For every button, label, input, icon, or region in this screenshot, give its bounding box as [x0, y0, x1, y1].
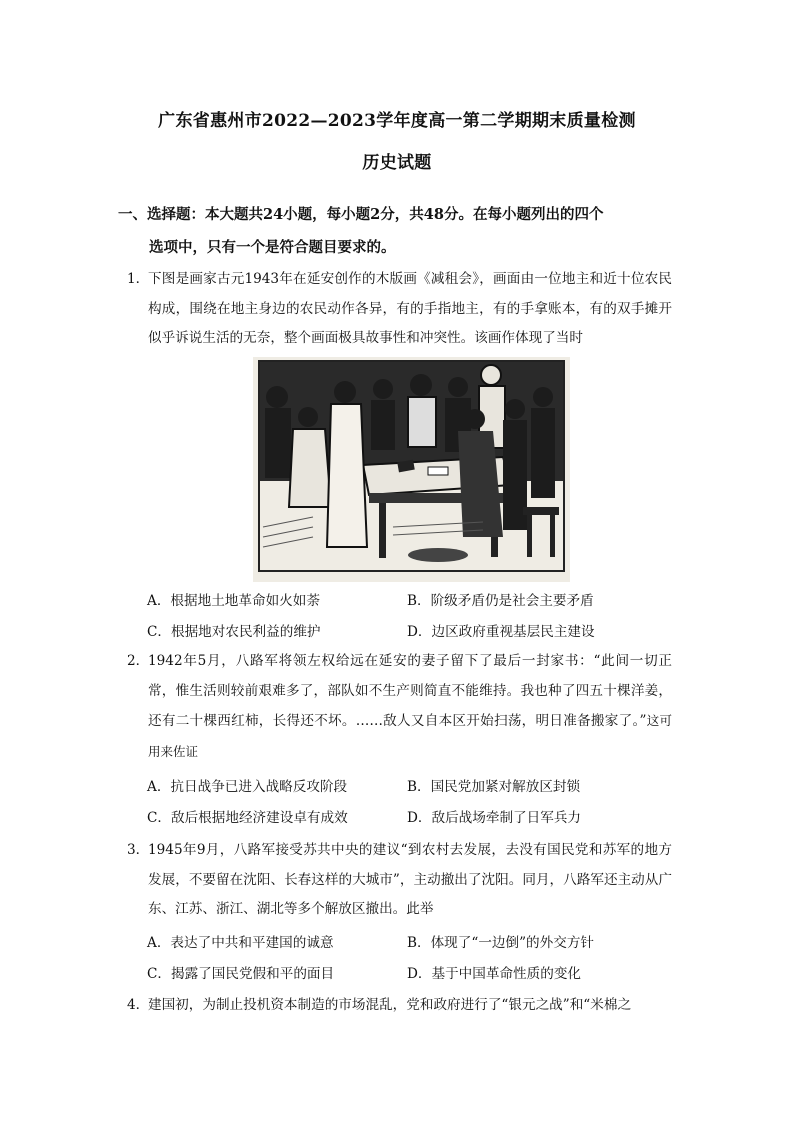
question-3-options — [147, 928, 677, 990]
option-c[interactable]: C．揭露了国民党假和平的面目 — [147, 966, 335, 982]
option-a[interactable]: A．表达了中共和平建国的诚意 — [147, 935, 334, 951]
question-number: 3． — [127, 842, 150, 858]
option-c[interactable]: C．根据地对农民利益的维护 — [147, 624, 321, 640]
option-c[interactable]: C．敌后根据地经济建设卓有成效 — [147, 810, 348, 826]
exam-title: 广东省惠州市2022—2023学年度高一第二学期期末质量检测 — [158, 111, 636, 131]
question-number: 4． — [127, 997, 150, 1013]
woodcut-illustration — [253, 357, 570, 582]
question-number: 2． — [127, 653, 150, 669]
question-stem-text: 1942年5月，八路军将领左权给远在延安的妻子留下了最后一封家书：“此间一切正常，惟生活则较前艰难多了，部队如不生产则简直不能维持。我也种了四五十棵洋姜，还有二十棵西红柿，长得还不坏。……敌人又自本区开始扫荡，明日准备搬家了。” — [148, 653, 672, 730]
exam-subject: 历史试题 — [362, 153, 432, 173]
question-stem: 1945年9月，八路军接受苏共中央的建议“到农村去发展，去没有国民党和苏军的地方发展，不要留在沈阳、长春这样的大城市”，主动撤出了沈阳。同月，八路军还主动从广东、江苏、浙江、湖北等多个解放区撤出。此举 — [148, 842, 672, 918]
option-a[interactable]: A．根据地土地革命如火如荼 — [147, 593, 320, 609]
question-2-options — [147, 772, 677, 834]
option-b[interactable]: B．国民党加紧对解放区封锁 — [407, 779, 581, 795]
question-2 — [127, 647, 672, 767]
question-stem — [127, 647, 672, 767]
section-heading-line1: 一、选择题：本大题共24小题，每小题2分，共48分。在每小题列出的四个 — [118, 206, 604, 223]
question-1 — [127, 265, 672, 354]
question-stem: 下图是画家古元1943年在延安创作的木版画《减租会》，画面由一位地主和近十位农民构成，围绕在地主身边的农民动作各异，有的手指地主，有的手拿账本，有的双手摊开似乎诉说生活的无奈，整个画面极具故事性和冲突性。该画作体现了当时 — [148, 271, 672, 347]
woodcut-image — [253, 357, 570, 582]
option-b[interactable]: B．体现了“一边倒”的外交方针 — [407, 935, 595, 951]
question-3 — [127, 836, 672, 925]
option-d[interactable]: D．基于中国革命性质的变化 — [407, 966, 582, 982]
option-d[interactable]: D．边区政府重视基层民主建设 — [407, 624, 595, 640]
question-stem: 建国初，为制止投机资本制造的市场混乱，党和政府进行了“银元之战”和“米棉之 — [148, 997, 632, 1013]
question-number: 1． — [127, 271, 150, 287]
question-1-options — [147, 586, 677, 648]
option-a[interactable]: A．抗日战争已进入战略反攻阶段 — [147, 779, 348, 795]
option-b[interactable]: B．阶级矛盾仍是社会主要矛盾 — [407, 593, 594, 609]
question-4 — [127, 991, 672, 1021]
question-stem-tail: 这可用来佐证 — [148, 713, 672, 759]
option-d[interactable]: D．敌后战场牵制了日军兵力 — [407, 810, 582, 826]
section-heading — [118, 198, 688, 264]
section-heading-line2: 选项中，只有一个是符合题目要求的。 — [149, 239, 396, 256]
